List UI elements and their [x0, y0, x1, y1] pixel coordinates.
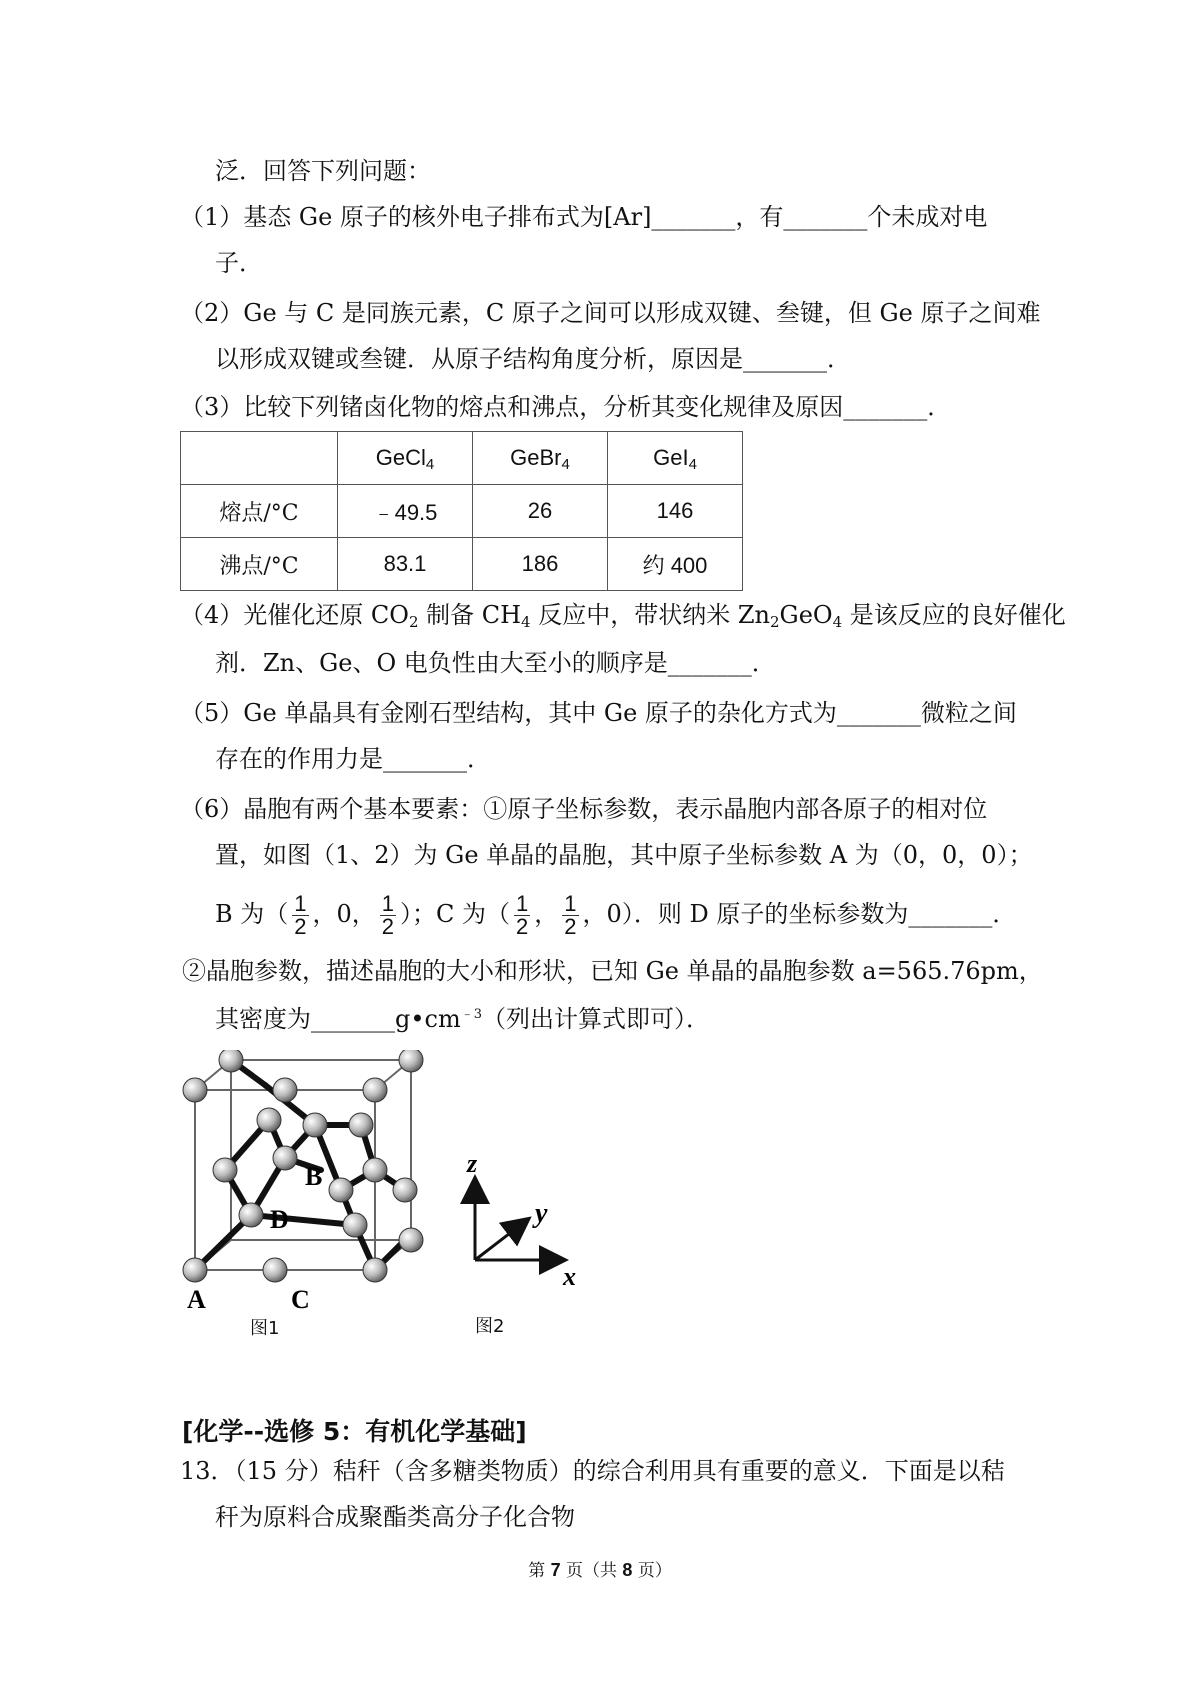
row-label-melting-point: 熔点/°C [181, 485, 338, 538]
question-5-line-1: （5）Ge 单晶具有金刚石型结构，其中 Ge 原子的杂化方式为_______微粒之间 [180, 699, 1017, 727]
row-label-boiling-point: 沸点/°C [181, 538, 338, 591]
question-2-line-2: 以形成双键或叁键．从原子结构角度分析，原因是_______． [215, 345, 851, 373]
section-heading: [化学--选修 5：有机化学基础] [182, 1417, 527, 1446]
atom [363, 1078, 387, 1102]
y-axis [475, 1220, 527, 1260]
table-cell: ﹣49.5 [338, 485, 473, 538]
germanium-halide-table [180, 431, 743, 591]
question-13-line-2: 秆为原料合成聚酯类高分子化合物 [215, 1503, 575, 1531]
atom [239, 1203, 263, 1227]
question-5-line-2: 存在的作用力是_______． [215, 745, 491, 773]
coordinate-axes-figure [455, 1150, 595, 1290]
fraction-one-half: $\frac{1}{2}$ [516, 891, 529, 939]
intro-line: 泛．回答下列问题： [215, 157, 431, 185]
y-label: y [535, 1198, 548, 1229]
table-cell: 83.1 [338, 538, 473, 591]
atom [399, 1228, 423, 1252]
question-4-line-2: 剂．Zn、Ge、O 电负性由大至小的顺序是_______． [215, 649, 776, 677]
atom [219, 1050, 243, 1072]
table-row [181, 485, 743, 538]
fraction-one-half: $\frac{1}{2}$ [294, 891, 307, 939]
label-A: A [187, 1285, 206, 1314]
question-13-line-1: 13．（15 分）秸秆（含多糖类物质）的综合利用具有重要的意义．下面是以秸 [180, 1457, 1005, 1485]
unit-cell-figure [175, 1050, 445, 1330]
question-2-line-1: （2）Ge 与 C 是同族元素，C 原子之间可以形成双键、叁键，但 Ge 原子之间难 [180, 299, 1041, 327]
fraction-one-half: $\frac{1}{2}$ [381, 891, 395, 939]
question-6-line-4: ②晶胞参数，描述晶胞的大小和形状，已知 Ge 单晶的晶胞参数 a=565.76pm， [182, 957, 1043, 985]
table-header-gei4: GeI$_4$ [608, 432, 743, 485]
z-label: z [467, 1150, 478, 1178]
label-C: C [291, 1285, 310, 1314]
page-footer: 第 7 页（共 8 页） [528, 1560, 672, 1581]
atom [273, 1146, 297, 1170]
table-cell: 约 400 [608, 538, 743, 591]
table-cell: 26 [473, 485, 608, 538]
x-label: x [563, 1262, 576, 1290]
table-cell: 146 [608, 485, 743, 538]
question-1-line-2: 子． [215, 249, 263, 277]
question-6-line-2: 置，如图（1、2）为 Ge 单晶的晶胞，其中原子坐标参数 A 为（0，0，0）； [215, 841, 1033, 869]
atom [363, 1258, 387, 1282]
question-4-line-1: （4）光催化还原 $CO_2$ 制备 $CH_4$ 反应中，带状纳米 $Zn_2GeO_4$ 是该反应的良好催化 [180, 601, 1066, 631]
atom [399, 1050, 423, 1072]
total-pages: 8 [622, 1560, 633, 1580]
figure-1-caption: 图1 [250, 1318, 280, 1339]
atom [303, 1113, 327, 1137]
table-header-gecl4: GeCl$_4$ [338, 432, 473, 485]
table-cell: 186 [473, 538, 608, 591]
table-header-gebr4: GeBr$_4$ [473, 432, 608, 485]
label-B: B [305, 1162, 323, 1191]
question-3-line: （3）比较下列锗卤化物的熔点和沸点，分析其变化规律及原因_______． [180, 393, 952, 421]
question-6-line-3: B 为（ $\frac{1}{2}$ ，0， $\frac{1}{2}$ ）；C 为（ $\frac{1}{2}$ ， $\frac{1}{2}$ ，0）．则 D 原子的坐标参数为_______． [215, 891, 1017, 939]
atom [273, 1078, 297, 1102]
atom [349, 1113, 373, 1137]
figure-2-caption: 图2 [475, 1316, 505, 1337]
atom [183, 1258, 207, 1282]
atom [393, 1178, 417, 1202]
atom [363, 1158, 387, 1182]
atom [263, 1258, 287, 1282]
table-corner [181, 432, 338, 485]
atom [183, 1078, 207, 1102]
table-row [181, 538, 743, 591]
question-1-line-1: （1）基态 Ge 原子的核外电子排布式为[Ar]_______，有_______个未成对电 [180, 203, 988, 231]
question-6-line-1: （6）晶胞有两个基本要素：①原子坐标参数，表示晶胞内部各原子的相对位 [180, 795, 988, 823]
atom [213, 1158, 237, 1182]
page-number: 7 [550, 1560, 561, 1580]
atom [329, 1178, 353, 1202]
fraction-one-half: $\frac{1}{2}$ [564, 891, 577, 939]
atom [257, 1108, 281, 1132]
atom [343, 1213, 367, 1237]
label-D: D [270, 1205, 289, 1234]
question-6-line-5: 其密度为$\_\_\_\_\_\_\_g•cm^{﹣3}$（列出计算式即可）． [215, 1005, 710, 1033]
